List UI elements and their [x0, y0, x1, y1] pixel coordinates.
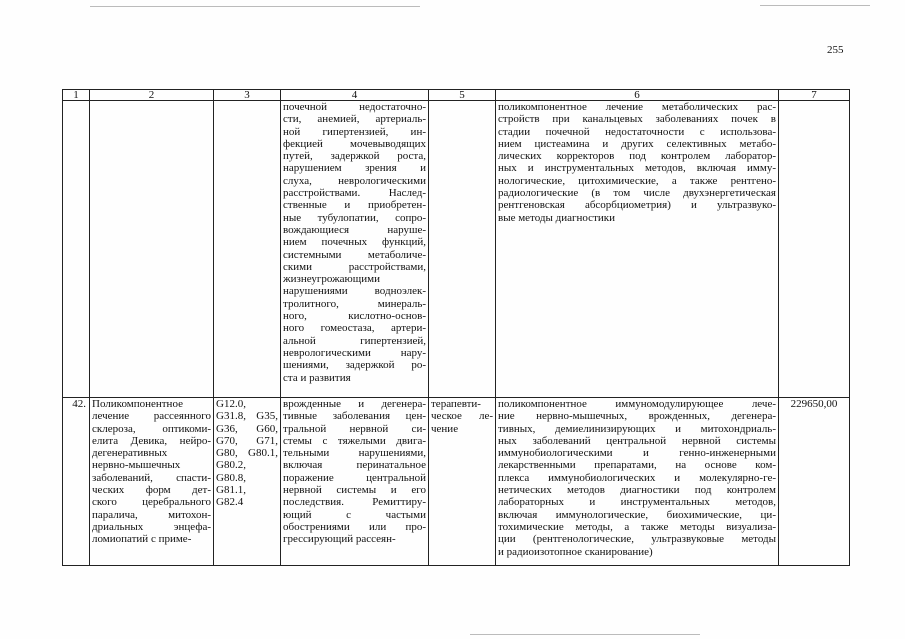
row-42-price: 229650,00	[779, 398, 850, 566]
text-line: G81.1,	[216, 484, 246, 497]
text-line: стемы с тяжелыми двига-	[283, 434, 426, 447]
text-line: ческих форм дет-	[92, 484, 211, 497]
text-line: ных и инструментальных методов, включая имму-	[498, 162, 776, 175]
cont-cell-treatment-type	[429, 101, 496, 398]
cont-cell-number	[63, 101, 90, 398]
text-line: ного, кислотно-основ-	[283, 310, 426, 323]
text-line: радиологические (в том числе двухэнергетическая	[498, 187, 776, 200]
text-line: ние нервно-мышечных, врожденных, дегенера-	[498, 410, 776, 423]
text-line: паралича, митохон-	[92, 508, 211, 521]
text-line: дриальных энцефа-	[92, 520, 211, 533]
text-line: тивных, демиелинизирующих и митохондриаль-	[498, 422, 776, 435]
text-line: нием цистеамина и других селективных метабо-	[498, 137, 776, 150]
text-line: скими расстройствами,	[283, 260, 426, 273]
text-line: ста и развития	[283, 371, 351, 384]
text-line: нологические, цитохимические, а также рентгено-	[498, 174, 776, 187]
row-42-name-lines	[92, 398, 211, 546]
header-cell-4: 4	[281, 90, 429, 101]
text-line: тельными нарушениями,	[283, 447, 426, 460]
text-line: стадии почечной недостаточности с использова-	[498, 125, 776, 138]
text-line: шениями, задержкой ро-	[283, 359, 426, 372]
cont-cell-codes	[214, 101, 281, 398]
text-line: ющий с частыми	[283, 508, 426, 521]
header-cell-3: 3	[214, 90, 281, 101]
text-line: терапевти-	[431, 398, 481, 410]
row-42-name	[90, 398, 214, 566]
text-line: заболеваний, спасти-	[92, 471, 211, 484]
text-line: ного гомеостаза, артери-	[283, 322, 426, 335]
header-cell-6: 6	[496, 90, 779, 101]
row-42-method	[496, 398, 779, 566]
text-line: нарушением зрения и	[283, 162, 426, 175]
text-line: G82.4	[216, 496, 244, 509]
text-line: включая иммунологические, биохимические, ци-	[498, 508, 776, 521]
text-line: склероза, оптикоми-	[92, 422, 211, 435]
text-line: Поликомпонентное	[92, 398, 183, 410]
text-line: жизнеугрожающими	[283, 273, 380, 286]
text-line: стройств при канальцевых заболеваниях почек в	[498, 113, 776, 126]
text-line: ломиопатий с приме-	[92, 533, 192, 546]
text-line: альной гипертензией,	[283, 334, 426, 347]
text-line: почечной недостаточно-	[283, 101, 426, 113]
text-line: системными метаболиче-	[283, 248, 426, 261]
text-line: нарушениями водноэлек-	[283, 285, 426, 298]
text-line: тральной нервной си-	[283, 422, 426, 435]
text-line: лекарственными препаратами, на основе ком-	[498, 459, 776, 472]
header-cell-1: 1	[63, 90, 90, 101]
text-line: ной гипертензией, ин-	[283, 125, 426, 138]
text-line: ственные и приобретен-	[283, 199, 426, 212]
row-42	[63, 398, 850, 566]
text-line: рентгеновская абсорбциометрия) и ультразвуко-	[498, 199, 776, 212]
text-line: G12.0,	[216, 398, 246, 410]
row-42-codes-lines	[216, 398, 278, 509]
text-line: G31.8, G35,	[216, 410, 278, 423]
text-line: ского церебрального	[92, 496, 211, 509]
text-line: нетических методов диагностики под контролем	[498, 484, 776, 497]
text-line: чение	[431, 422, 459, 435]
table-header-row	[63, 90, 850, 101]
text-line: G80.8,	[216, 471, 246, 484]
row-42-treatment-type	[429, 398, 496, 566]
text-line: сти, анемией, артериаль-	[283, 113, 426, 126]
text-line: плекса иммунобиологических и молекулярно-ге-	[498, 471, 776, 484]
text-line: тивные заболевания цен-	[283, 410, 426, 423]
text-line: тохимические методы, а также методы визуализа-	[498, 520, 776, 533]
text-line: нием почечных функций,	[283, 236, 426, 249]
row-42-diagnosis	[281, 398, 429, 566]
text-line: поликомпонентное лечение метаболических рас-	[498, 101, 776, 113]
cont-cell-diagnosis	[281, 101, 429, 398]
header-cell-2: 2	[90, 90, 214, 101]
text-line: лечение рассеянного	[92, 410, 211, 423]
text-line: G80.2,	[216, 459, 246, 472]
row-42-diagnosis-lines	[283, 398, 426, 546]
text-line: лических корректоров под контролем лаборатор-	[498, 150, 776, 163]
text-line: ческое ле-	[431, 410, 493, 423]
text-line: ных заболеваний центральной нервной системы	[498, 434, 776, 447]
text-line: фекцией мочевыводящих	[283, 137, 426, 150]
text-line: G36, G60,	[216, 422, 278, 435]
text-line: неврологическими нару-	[283, 346, 426, 359]
cont-cell-name	[90, 101, 214, 398]
text-line: нервно-мышечных	[92, 459, 181, 472]
text-line: последствия. Ремиттиру-	[283, 496, 426, 509]
scan-artifact-top	[90, 6, 420, 7]
header-cell-5: 5	[429, 90, 496, 101]
text-line: иммунобиологическими и генно-инженерными	[498, 447, 776, 460]
cont-method-lines	[498, 101, 776, 224]
text-line: грессирующий рассеян-	[283, 533, 396, 546]
cont-cell-price	[779, 101, 850, 398]
text-line: поликомпонентное иммуномодулирующее лече-	[498, 398, 776, 410]
text-line: елита Девика, нейро-	[92, 434, 211, 447]
text-line: включая перинатальное	[283, 459, 426, 472]
text-line: слуха, неврологическими	[283, 174, 426, 187]
text-line: нервной системы и его	[283, 484, 426, 497]
page-number: 255	[827, 44, 844, 56]
row-42-codes	[214, 398, 281, 566]
row-42-method-lines	[498, 398, 776, 558]
text-line: поражение центральной	[283, 471, 426, 484]
text-line: путей, задержкой роста,	[283, 150, 426, 163]
text-line: вождающиеся наруше-	[283, 223, 426, 236]
text-line: G70, G71,	[216, 434, 278, 447]
header-cell-7: 7	[779, 90, 850, 101]
scan-artifact-top-right	[760, 5, 870, 6]
continuation-row	[63, 101, 850, 398]
text-line: расстройствами. Наслед-	[283, 187, 426, 200]
text-line: и радиоизотопное сканирование)	[498, 545, 653, 558]
text-line: ции (рентгенологические, ультразвуковые методы	[498, 533, 776, 546]
text-line: врожденные и дегенера-	[283, 398, 426, 410]
row-42-number: 42.	[63, 398, 90, 566]
cont-cell-method	[496, 101, 779, 398]
text-line: тролитного, минераль-	[283, 297, 426, 310]
cont-diagnosis-lines	[283, 101, 426, 384]
tariff-table	[62, 89, 850, 566]
text-line: обострениями или про-	[283, 520, 426, 533]
text-line: вые методы диагностики	[498, 211, 615, 224]
text-line: ные тубулопатии, сопро-	[283, 211, 426, 224]
row-42-treatment-lines	[431, 398, 493, 435]
scan-artifact-bottom	[470, 634, 700, 635]
text-line: G80, G80.1,	[216, 447, 278, 460]
text-line: дегенеративных	[92, 447, 168, 460]
text-line: лабораторных и инструментальных методов,	[498, 496, 776, 509]
